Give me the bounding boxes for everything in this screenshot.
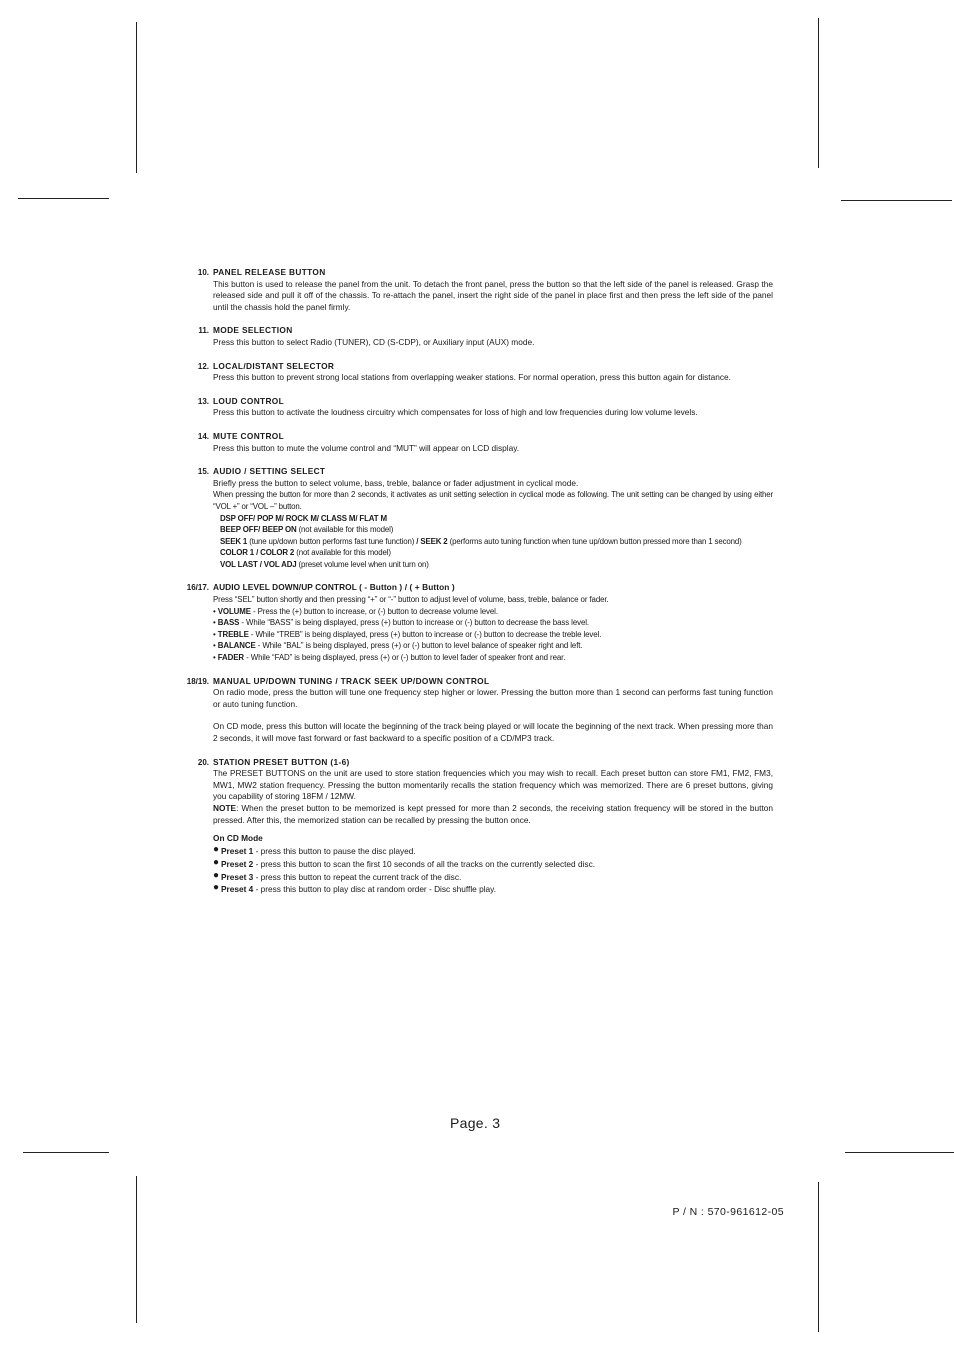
section-text: When pressing the button for more than 2 seconds, it activates as unit setting selection in cyclical mode as following. The unit setting can be changed by using either “VOL +” or “VOL –” button. [213,490,773,511]
section-text: Press this button to select Radio (TUNER), CD (S-CDP), or Auxiliary input (AUX) mode. [213,336,535,347]
section-text: Press “SEL” button shortly and then pressing “+” or “-” button to adjust level of volume, bass, treble, balance or fader. [213,595,609,605]
section-text: Briefly press the button to select volume, bass, treble, balance or fader adjustment in cyclical mode. [213,477,579,488]
section-panel-release [181,267,773,313]
section-text: Press this button to mute the volume control and “MUT” will appear on LCD display. [213,442,520,453]
setting-label: BEEP OFF/ BEEP ON [220,525,297,535]
cd-mode-heading: On CD Mode [213,833,263,844]
section-number: 11. [198,326,209,336]
bullet-icon: ● [213,869,220,881]
section-title: PANEL RELEASE BUTTON [213,267,326,277]
section-loud-control [181,396,773,419]
bullet-icon: ● [213,856,220,868]
section-number: 15. [197,467,209,477]
section-text: This button is used to release the panel from the unit. To detach the front panel, press the button so that the left side of the panel is released. Grasp the released side and pull it off of the chassis. To re-attach the panel, insert the right side of the panel in place first and then press the left side of the panel until the chassis hold the panel firmly. [213,278,773,312]
section-local-distant [181,361,773,384]
part-number: P / N : 570-961612-05 [672,1206,784,1218]
note-text [213,803,773,826]
section-number: 14. [197,431,209,441]
section-text: Press this button to activate the loudness circuitry which compensates for loss of high and low frequencies during low volume levels. [213,407,698,418]
section-title: AUDIO / SETTING SELECT [213,466,326,477]
manual-content [181,267,773,908]
section-mode-selection [181,325,773,348]
setting-note: (performs auto tuning function when tune up/down button pressed more than 1 second) [447,536,742,546]
crop-mark [818,18,819,168]
preset-text: - press this button to scan the first 10 seconds of all the tracks on the currently selected disc. [253,858,596,869]
crop-mark [136,1176,137,1323]
setting-vol [213,559,773,571]
section-number: 13. [197,396,209,406]
list-item [213,845,773,858]
section-manual-tuning [181,676,773,745]
section-title: STATION PRESET BUTTON (1-6) [213,756,350,767]
section-audio-setting-select [181,466,773,570]
setting-note: (tune up/down button performs fast tune function) [247,536,417,546]
section-title: AUDIO LEVEL DOWN/UP CONTROL ( - Button ) / ( + Button ) [213,582,455,593]
note-label: NOTE [213,802,237,813]
bullet-text: - While “FAD” is being displayed, press (+) or (-) button to level fader of speaker front and rear. [244,653,566,663]
setting-label: VOL LAST / VOL ADJ [220,559,297,569]
list-item [213,871,773,884]
crop-mark [136,22,137,173]
preset-label: Preset 1 [221,845,254,856]
setting-note: (not available for this model) [294,548,391,558]
preset-label: Preset 4 [221,884,254,895]
section-number: 16/17. [186,583,209,593]
preset-label: Preset 2 [221,858,254,869]
section-text: The PRESET BUTTONS on the unit are used to store station frequencies which you may wish to recall. Each preset button can store FM1, FM2, FM3, MW1, MW2 station frequency. Pressing the button momentarily recalls the station frequency which was memorized. There are 6 preset buttons, giving you capability of storing 18FM / 12MW. [213,768,773,802]
list-item [213,858,773,871]
bullet-label: FADER [217,653,245,663]
note-body: : When the preset button to be memorized is kept pressed for more than 2 seconds, the receiving station frequency will be stored in the button pressed. After this, the memorized station can be recalled by pressing the button once. [213,802,773,825]
crop-mark [818,1182,819,1332]
list-item: • TREBLE - While “TREB” is being displayed, press (+) button to increase or (-) button to decrease the treble level. [213,629,602,639]
setting-label: COLOR 1 / COLOR 2 [220,548,295,558]
section-title: LOUD CONTROL [213,395,285,406]
setting-dsp [213,513,773,525]
setting-label: / SEEK 2 [416,536,448,546]
preset-text: - press this button to repeat the current track of the disc. [253,871,462,882]
section-station-preset [181,757,773,897]
crop-mark [23,1152,109,1153]
section-number: 12. [197,361,209,371]
setting-seek [213,536,773,548]
bullet-text: - While “TREB” is being displayed, press (+) button to increase or (-) button to decrease the treble level. [248,629,602,639]
setting-color [213,547,773,559]
section-text: Press this button to prevent strong local stations from overlapping weaker stations. For normal operation, press this button again for distance. [213,372,731,383]
list-item: • BALANCE - While “BAL” is being displayed, press (+) or (-) button to level balance of speaker right and left. [213,641,583,651]
section-number: 18/19. [186,676,209,686]
crop-mark [845,1152,954,1153]
bullet-label: BALANCE [217,641,256,651]
section-title: LOCAL/DISTANT SELECTOR [213,360,335,371]
setting-label: DSP OFF/ POP M/ ROCK M/ CLASS M/ FLAT M [220,513,387,523]
setting-label: SEEK 1 [220,536,248,546]
section-audio-level [181,582,773,663]
bullet-label: TREBLE [217,629,249,639]
bullet-label: VOLUME [217,606,251,616]
crop-mark [18,198,109,199]
bullet-text: - While “BASS” is being displayed, press (+) button to increase or (-) button to decrease the bass level. [239,618,589,628]
section-number: 20. [197,757,209,767]
list-item [213,883,773,896]
section-title: MANUAL UP/DOWN TUNING / TRACK SEEK UP/DOWN CONTROL [213,675,490,686]
bullet-label: BASS [217,618,240,628]
section-mute-control [181,431,773,454]
section-number: 10. [197,268,209,277]
bullet-text: - Press the (+) button to increase, or (-) button to decrease volume level. [250,606,498,616]
bullet-text: - While “BAL” is being displayed, press (+) or (-) button to level balance of speaker right and left. [255,641,583,651]
list-item: • VOLUME - Press the (+) button to increase, or (-) button to decrease volume level. [213,606,498,616]
setting-beep [213,524,773,536]
section-text: On radio mode, press the button will tune one frequency step higher or lower. Pressing the button more than 1 second can performs fast tuning function or auto tuning function. [213,687,773,709]
setting-note: (not available for this model) [296,525,394,535]
preset-label: Preset 3 [221,871,254,882]
section-title: MUTE CONTROL [213,430,285,441]
section-text: On CD mode, press this button will locate the beginning of the track being played or will locate the beginning of the next track. When pressing more than 2 seconds, it will move fast forward or fast backward to a specific position of a CD/MP3 track. [213,721,773,743]
setting-note: (preset volume level when unit turn on) [296,559,429,569]
preset-text: - press this button to pause the disc played. [253,845,416,856]
list-item: • FADER - While “FAD” is being displayed, press (+) or (-) button to level fader of speaker front and rear. [213,653,566,663]
list-item: • BASS - While “BASS” is being displayed, press (+) button to increase or (-) button to decrease the bass level. [213,618,589,628]
bullet-icon: ● [213,843,220,855]
preset-text: - press this button to play disc at random order - Disc shuffle play. [253,884,497,895]
page-number: Page. 3 [450,1115,501,1131]
bullet-icon: ● [213,882,220,894]
section-title: MODE SELECTION [213,325,293,336]
crop-mark [841,200,952,201]
